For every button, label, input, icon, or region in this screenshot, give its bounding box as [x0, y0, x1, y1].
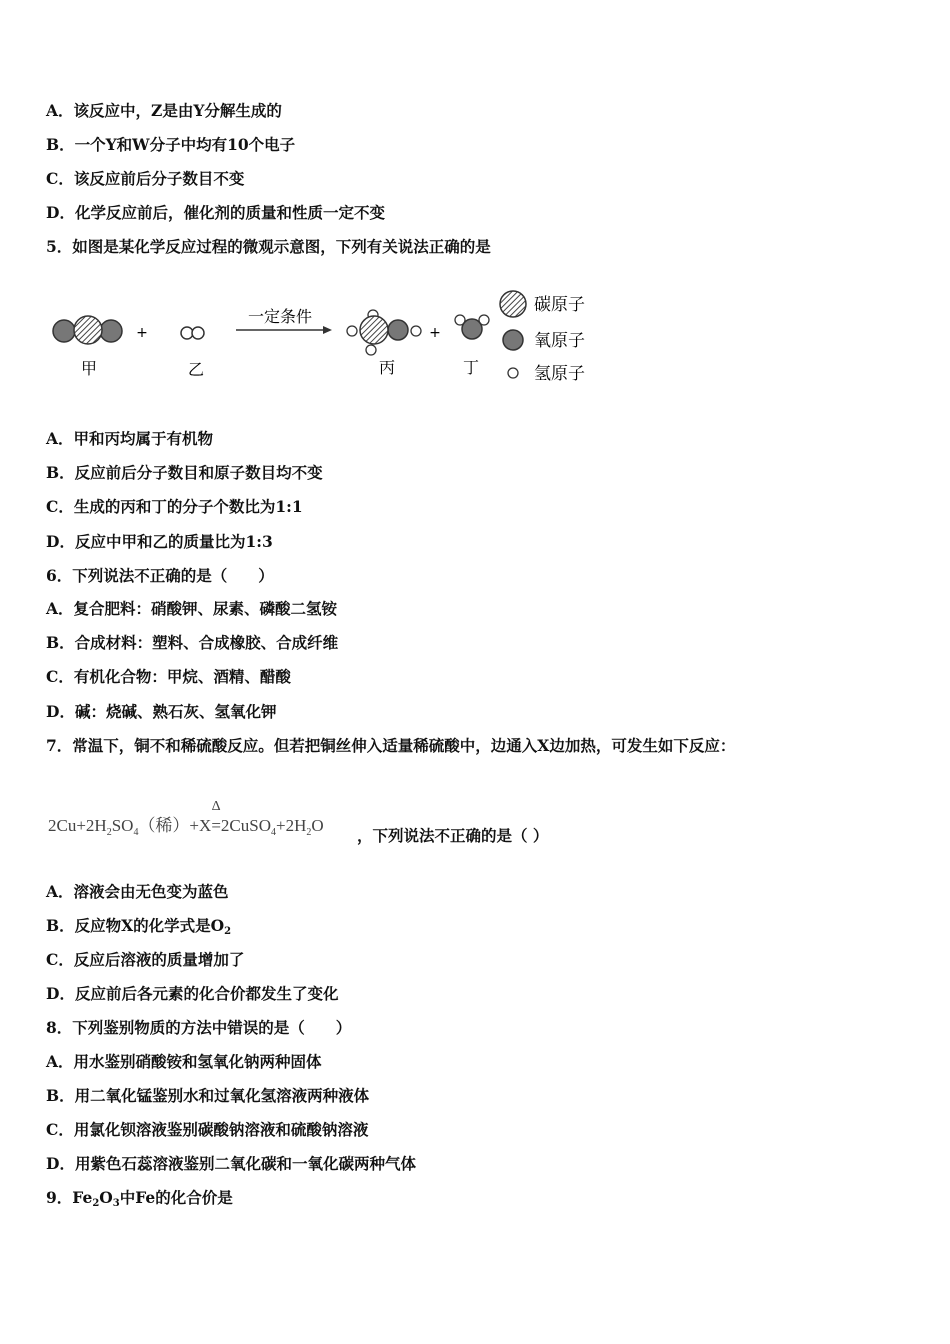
- legend-hydrogen: [508, 364, 585, 384]
- legend-oxygen: [503, 330, 585, 351]
- q6-option-d: D．碱：烧碱、熟石灰、氢氧化钾: [46, 702, 277, 721]
- label-yi: 乙: [187, 360, 205, 379]
- svg-text:氢原子: 氢原子: [534, 364, 585, 384]
- q5-option-c: C．生成的丙和丁的分子个数比为1:1: [46, 497, 303, 516]
- q9-stem: 9．$Fe_2O_3$中Fe的化合价是: [46, 1188, 233, 1209]
- reaction-diagram: [40, 282, 610, 392]
- q8-stem: 8．下列鉴别物质的方法中错误的是（ ）: [46, 1018, 352, 1037]
- q8-option-d: D．用紫色石蕊溶液鉴别二氧化碳和一氧化碳两种气体: [46, 1154, 416, 1173]
- q4-option-c: C．该反应前后分子数目不变: [46, 169, 245, 188]
- molecule-yi: [181, 327, 204, 339]
- q7-option-a: A．溶液会由无色变为蓝色: [46, 882, 229, 901]
- reaction-arrow: [236, 326, 332, 334]
- q7-stem-tail: ，下列说法不正确的是（ ）: [357, 826, 549, 845]
- label-bing: 丙: [378, 358, 396, 377]
- reaction-condition: 一定条件: [247, 307, 313, 326]
- q5-option-b: B．反应前后分子数目和原子数目均不变: [46, 463, 323, 482]
- label-jia: 甲: [80, 359, 98, 378]
- q6-option-b: B．合成材料：塑料、合成橡胶、合成纤维: [46, 633, 339, 652]
- q6-stem: 6．下列说法不正确的是（ ）: [46, 566, 274, 585]
- q5-option-d: D．反应中甲和乙的质量比为1:3: [46, 532, 273, 551]
- q6-option-a: A．复合肥料：硝酸钾、尿素、磷酸二氢铵: [46, 599, 338, 618]
- plus-sign-1: +: [136, 325, 148, 341]
- q4-option-d: D．化学反应前后，催化剂的质量和性质一定不变: [46, 203, 385, 222]
- q4-option-a: A．该反应中，Z是由Y分解生成的: [46, 101, 282, 120]
- molecule-ding: [455, 315, 489, 339]
- svg-text:氧原子: 氧原子: [534, 331, 585, 351]
- q7-option-c: C．反应后溶液的质量增加了: [46, 950, 245, 969]
- q8-option-b: B．用二氧化锰鉴别水和过氧化氢溶液两种液体: [46, 1086, 370, 1105]
- q7-stem: 7．常温下，铜不和稀硫酸反应。但若把铜丝伸入适量稀硫酸中，边通入X边加热，可发生如下反应：: [46, 736, 736, 755]
- molecule-jia: [53, 316, 122, 344]
- q4-option-b: B．一个Y和W分子中均有10个电子: [46, 135, 296, 154]
- q5-option-a: A．甲和丙均属于有机物: [46, 429, 214, 448]
- q5-stem: 5．如图是某化学反应过程的微观示意图，下列有关说法正确的是: [46, 237, 491, 256]
- q7-option-d: D．反应前后各元素的化合价都发生了变化: [46, 984, 339, 1003]
- plus-sign-2: +: [429, 325, 441, 341]
- q6-option-c: C．有机化合物：甲烷、酒精、醋酸: [46, 667, 291, 686]
- q8-option-a: A．用水鉴别硝酸铵和氢氧化钠两种固体: [46, 1052, 322, 1071]
- molecule-bing: [347, 310, 421, 355]
- label-ding: 丁: [462, 358, 480, 377]
- q8-option-c: C．用氯化钡溶液鉴别碳酸钠溶液和硫酸钠溶液: [46, 1120, 369, 1139]
- legend-carbon: [500, 291, 585, 317]
- q7-equation: $2Cu+2H_2SO_4$（稀）+X Δ $=2CuSO_4+2H_2O$: [48, 799, 324, 838]
- q7-option-b: B．反应物X的化学式是$O_2$: [46, 916, 232, 937]
- svg-text:碳原子: 碳原子: [534, 295, 585, 315]
